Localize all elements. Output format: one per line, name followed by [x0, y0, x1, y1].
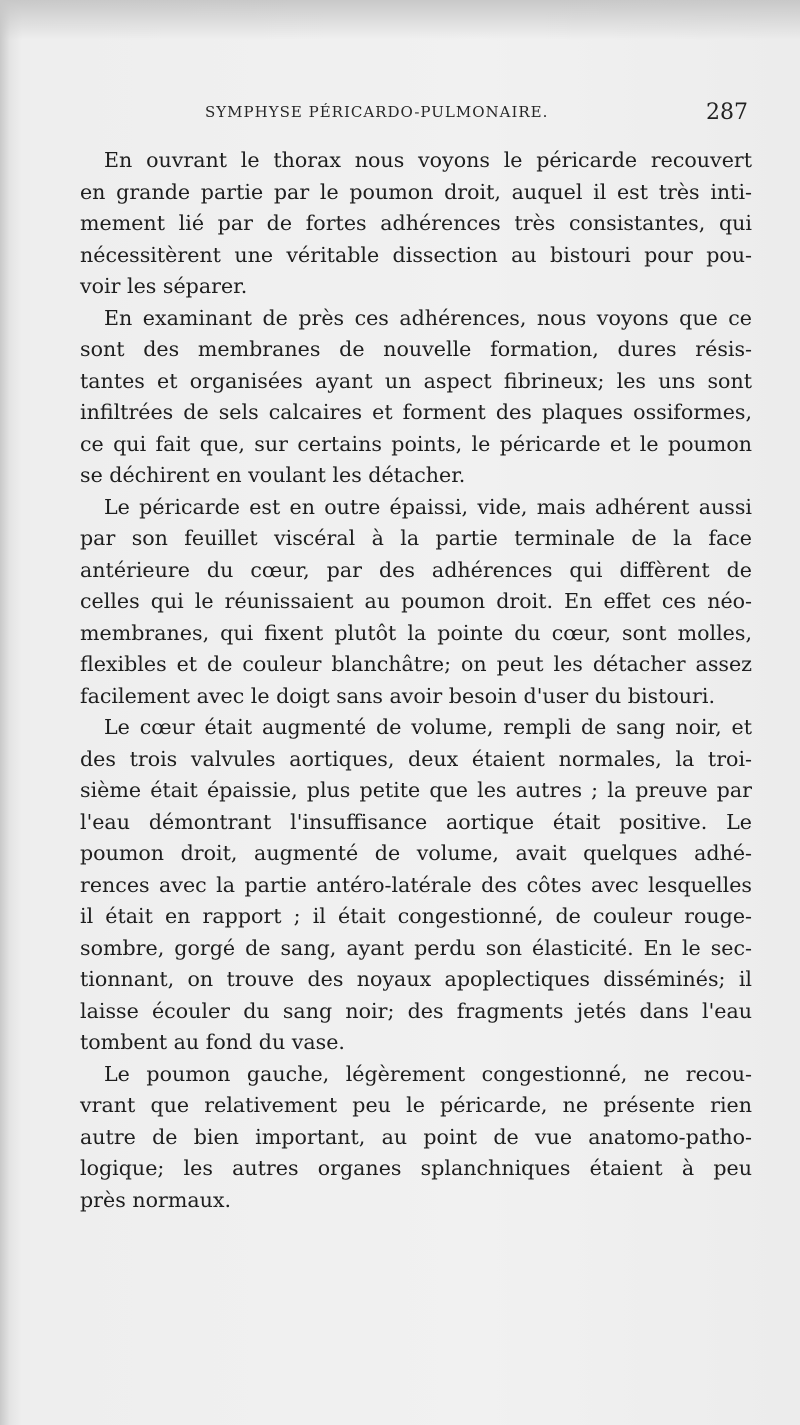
text-line: l'eau démontrant l'insuffisance aortique était positive. Le: [80, 809, 752, 834]
text-line: tantes et organisées ayant un aspect fibrineux; les uns sont: [80, 368, 752, 393]
text-line: Le poumon gauche, légèrement congestionné, ne recou-: [104, 1061, 752, 1086]
text-line: autre de bien important, au point de vue anatomo-patho-: [80, 1124, 752, 1149]
text-line: par son feuillet viscéral à la partie terminale de la face: [80, 526, 752, 550]
text-line: mement lié par de fortes adhérences très consistantes, qui: [80, 211, 752, 235]
text-line: En examinant de près ces adhérences, nous voyons que ce: [104, 305, 752, 330]
text-line: en grande partie par le poumon droit, auquel il est très inti-: [80, 179, 752, 204]
text-line: rences avec la partie antéro-latérale des côtes avec lesquelles: [80, 872, 752, 897]
text-line: sont des membranes de nouvelle formation, dures résis-: [80, 337, 752, 361]
text-line: Le cœur était augmenté de volume, rempli de sang noir, et: [104, 715, 752, 739]
text-line: sième était épaissie, plus petite que les autres ; la preuve par: [80, 778, 752, 802]
text-line: voir les séparer.: [80, 274, 248, 298]
text-line: facilement avec le doigt sans avoir besoin d'user du bistouri.: [80, 683, 716, 708]
text-line: logique; les autres organes splanchniques étaient à peu: [80, 1156, 752, 1180]
text-line: antérieure du cœur, par des adhérences qui diffèrent de: [80, 557, 752, 582]
text-line: celles qui le réunissaient au poumon droit. En effet ces néo-: [80, 589, 752, 613]
running-head: SYMPHYSE PÉRICARDO-PULMONAIRE.: [205, 103, 549, 121]
text-line: se déchirent en voulant les détacher.: [80, 463, 466, 487]
text-line: infiltrées de sels calcaires et forment des plaques ossiformes,: [80, 400, 752, 424]
text-line: En ouvrant le thorax nous voyons le péricarde recouvert: [104, 148, 752, 172]
text-line: poumon droit, augmenté de volume, avait quelques adhé-: [80, 841, 752, 865]
text-line: laisse écouler du sang noir; des fragments jetés dans l'eau: [80, 998, 752, 1023]
text-line: nécessitèrent une véritable dissection au bistouri pour pou-: [80, 242, 752, 267]
text-line: Le péricarde est en outre épaissi, vide, mais adhérent aussi: [104, 494, 752, 519]
text-line: tionnant, on trouve des noyaux apoplectiques disséminés; il: [80, 967, 752, 991]
page-number: 287: [706, 100, 748, 125]
body-text: [80, 145, 752, 1216]
text-line: des trois valvules aortiques, deux étaient normales, la troi-: [80, 746, 752, 771]
text-line: il était en rapport ; il était congestionné, de couleur rouge-: [80, 904, 752, 928]
text-line: près normaux.: [80, 1187, 232, 1212]
text-line: flexibles et de couleur blanchâtre; on peut les détacher assez: [80, 652, 752, 676]
text-line: vrant que relativement peu le péricarde, ne présente rien: [80, 1093, 752, 1117]
text-line: membranes, qui fixent plutôt la pointe du cœur, sont molles,: [80, 620, 752, 645]
text-line: ce qui fait que, sur certains points, le péricarde et le poumon: [80, 431, 752, 456]
text-line: tombent au fond du vase.: [80, 1030, 345, 1054]
text-line: sombre, gorgé de sang, ayant perdu son élasticité. En le sec-: [80, 935, 752, 960]
